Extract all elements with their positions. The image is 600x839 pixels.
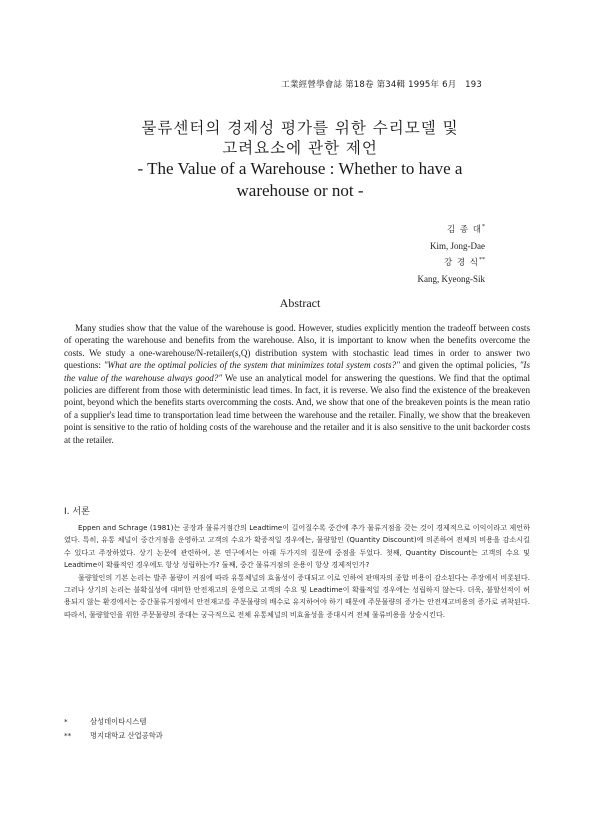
title-korean-line-2: 고려요소에 관한 제언 (222, 139, 378, 157)
page-number: 193 (465, 80, 482, 90)
title-korean-line-1: 물류센터의 경제성 평가를 위한 수리모델 및 (141, 119, 459, 137)
body-paragraph-1: Eppen and Schrage (1981)는 공장과 물류거점간의 Leadtime이 길어질수록 중간에 추가 물류거점을 갖는 것이 경제적으로 이익이라고 제언하였다. 특히, 유통 체널이 중간거점을 운영하고 고객의 수요가 확증적일 경우에는, 물량할인 (Quantity Discount)에 의존하여 전체의 비용을 감소시킬수 있다고 주장하였다. 상기 논문에 관련하여, 본 연구에서는 아래 두가지의 질문에 중점을 두었다. 첫째, Quantity Discount는 고객의 수요 및 Leadtime이 확률적인 경우에도 항상 성립하는가? 둘째, 중간 물류거점의 운용이 항상 경제적인가? (64, 523, 530, 570)
author-1-mark: * (482, 224, 485, 230)
footnote-2: ** 명지대학교 산업공학과 (64, 731, 163, 740)
footnote-1: * 삼성데이타시스템 (64, 717, 147, 726)
author-block (418, 221, 486, 287)
abstract-question-1: "What are the optimal policies of the system that minimizes total system costs?" (103, 360, 400, 371)
author-2-korean: 강 경 식** (443, 257, 485, 268)
abstract-part-2: and given the optimal policies, (399, 360, 520, 371)
abstract-part-3: We use an analytical model for answering the questions. We find that the optimal policies are different from those with deterministic lead times. In fact, it is reverse. We also find the existence of the breakeven point, beyond which the benefits starts overcomming the costs. And, we show that one of the breakeven points is the mean ratio of a supplier's lead time to transportation lead time between the warehouse and the retailer. Finally, we show that the breakeven point is sensitive to the ratio of holding costs of the warehouse and the retailer and it is also sensitive to the unit backorder costs at the retailer. (64, 372, 530, 445)
journal-header (281, 78, 482, 90)
section-body (64, 522, 530, 621)
author-1-english: Kim, Jong-Dae (430, 241, 485, 251)
author-2-english: Kang, Kyeong-Sik (417, 274, 485, 284)
title-english-line-2: warehouse or not - (236, 181, 364, 200)
paper-title (60, 118, 540, 202)
journal-citation: 工業經營學會誌 第18卷 第34輯 1995年 6月 (281, 80, 457, 90)
abstract-part-1: Many studies show that the value of the warehouse is good. However, studies explicitly mention the tradeoff between costs of operating the warehouse and benefits from the warehouse. Also, it is important to know when the benefits overcome the costs. We study a one-warehouse/N-retailer(s,Q) distribution system with stochastic lead times in order to answer two questions: (64, 323, 530, 371)
footnotes (64, 715, 163, 743)
author-1-korean: 김 종 대* (446, 224, 485, 235)
author-2-mark: ** (479, 257, 485, 263)
body-paragraph-2: 물량할인의 기본 논리는 발주 물량이 커짐에 따라 유통체널의 효율성이 증대되고 이로 인하여 판매자의 종합 비용이 감소된다는 주장에서 비롯된다. 그러나 상기의 논리는 불확실성에 대비한 안전재고의 운영으로 고객의 수요 및 Leadtime이 확률적일 경우에는 성립하지 않는다. 더욱, 불할선적이 허용되지 않는 환경에서는 중간물류거점에서 안전재고를 주문물량의 배수로 유지하여야 하기 때문에 주문물량의 증가는 안전재고비용의 증가로 귀착된다. 따라서, 물량할인을 위한 주문물량의 증대는 궁극적으로 전체 유통체널의 비효율성을 증대시켜 전체 물류비용을 상승시킨다. (64, 572, 530, 619)
section-heading: I. 서론 (64, 507, 90, 517)
title-english-line-1: - The Value of a Warehouse : Whether to have a (137, 159, 463, 178)
abstract-body (64, 322, 530, 446)
abstract-question-2: "Is the value of the warehouse always good?" (64, 360, 530, 383)
abstract-heading: Abstract (279, 296, 321, 310)
